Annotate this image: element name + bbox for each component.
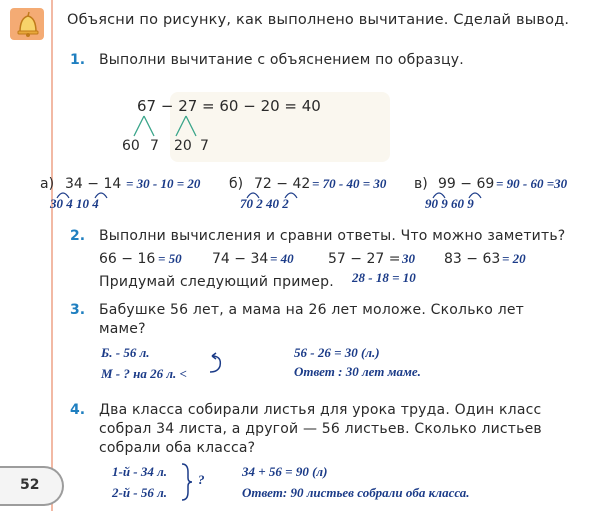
task1-item-a-label: а) — [40, 176, 55, 192]
task1-item-c-expr: 99 − 69 — [438, 176, 495, 192]
task4-line1: Два класса собирали листья для урока труда. Один класс — [99, 402, 542, 418]
task4-solution: 34 + 56 = 90 (л) — [242, 464, 328, 479]
task1-item-b-answer: = 70 - 40 = 30 — [312, 176, 387, 191]
task3-line2: маме? — [99, 321, 146, 337]
task4-brace-question: ? — [198, 472, 205, 487]
task2-invent-answer: 28 - 18 = 10 — [352, 270, 416, 285]
task3-answer: Ответ : 30 лет маме. — [294, 364, 421, 379]
page-margin-line — [51, 0, 53, 511]
task1-item-b-expr: 72 − 42 — [254, 176, 311, 192]
task4-note2: 2-й - 56 л. — [112, 485, 168, 500]
task3-solution: 56 - 26 = 30 (л.) — [294, 345, 380, 360]
task2-text: Выполни вычисления и сравни ответы. Что можно заметить? — [99, 228, 566, 244]
task1-item-c-answer: = 90 - 60 =30 — [496, 176, 568, 191]
task3-line1: Бабушке 56 лет, а мама на 26 лет моложе. Сколько лет — [99, 302, 525, 318]
task2-invent: Придумай следующий пример. — [99, 274, 334, 290]
task1-text: Выполни вычитание с объяснением по образцу. — [99, 52, 464, 68]
task1-item-b-label: б) — [229, 176, 244, 192]
example-part: 7 — [200, 138, 209, 154]
example-part: 60 — [122, 138, 140, 154]
task4-number: 4. — [70, 402, 86, 418]
task1-item-a-parts: 30 4 10 4 — [50, 196, 99, 211]
example-part: 20 — [174, 138, 192, 154]
page-number-tab — [0, 466, 64, 506]
compare-arrow — [206, 352, 226, 376]
task2-answer: 30 — [402, 251, 415, 266]
task4-answer: Ответ: 90 листьев собрали оба класса. — [242, 485, 470, 500]
task3-note1: Б. - 56 л. — [101, 345, 150, 360]
task1-item-b-parts: 70 2 40 2 — [240, 196, 289, 211]
task1-item-a-expr: 34 − 14 — [65, 176, 122, 192]
task2-expr: 74 − 34 — [212, 251, 269, 267]
task2-expr: 66 − 16 — [99, 251, 156, 267]
example-split-lines — [120, 112, 240, 140]
task4-line2: собрал 34 листа, а другой — 56 листьев. Сколько листьев — [99, 421, 542, 437]
task1-item-c-parts: 90 9 60 9 — [425, 196, 474, 211]
task2-answer: = 50 — [158, 251, 182, 266]
bell-badge — [10, 8, 44, 40]
page-number: 52 — [20, 477, 40, 493]
task2-answer: = 40 — [270, 251, 294, 266]
task2-expr: 57 − 27 = — [328, 251, 401, 267]
example-part: 7 — [150, 138, 159, 154]
task3-number: 3. — [70, 302, 86, 318]
task4-brace — [180, 462, 194, 502]
bell-icon — [10, 8, 44, 40]
task1-number: 1. — [70, 52, 86, 68]
task1-example: 67 − 27 = 60 − 20 = 40 — [137, 97, 321, 115]
task2-expr: 83 − 63 — [444, 251, 501, 267]
task2-answer: = 20 — [502, 251, 526, 266]
task4-line3: собрали оба класса? — [99, 440, 256, 456]
task4-note1: 1-й - 34 л. — [112, 464, 168, 479]
task1-item-a-answer: = 30 - 10 = 20 — [126, 176, 201, 191]
task3-note2: М - ? на 26 л. < — [101, 366, 187, 381]
header-instruction: Объясни по рисунку, как выполнено вычитание. Сделай вывод. — [67, 12, 570, 28]
task1-item-c-label: в) — [414, 176, 428, 192]
item-split-arcs — [55, 188, 575, 200]
task2-number: 2. — [70, 228, 86, 244]
